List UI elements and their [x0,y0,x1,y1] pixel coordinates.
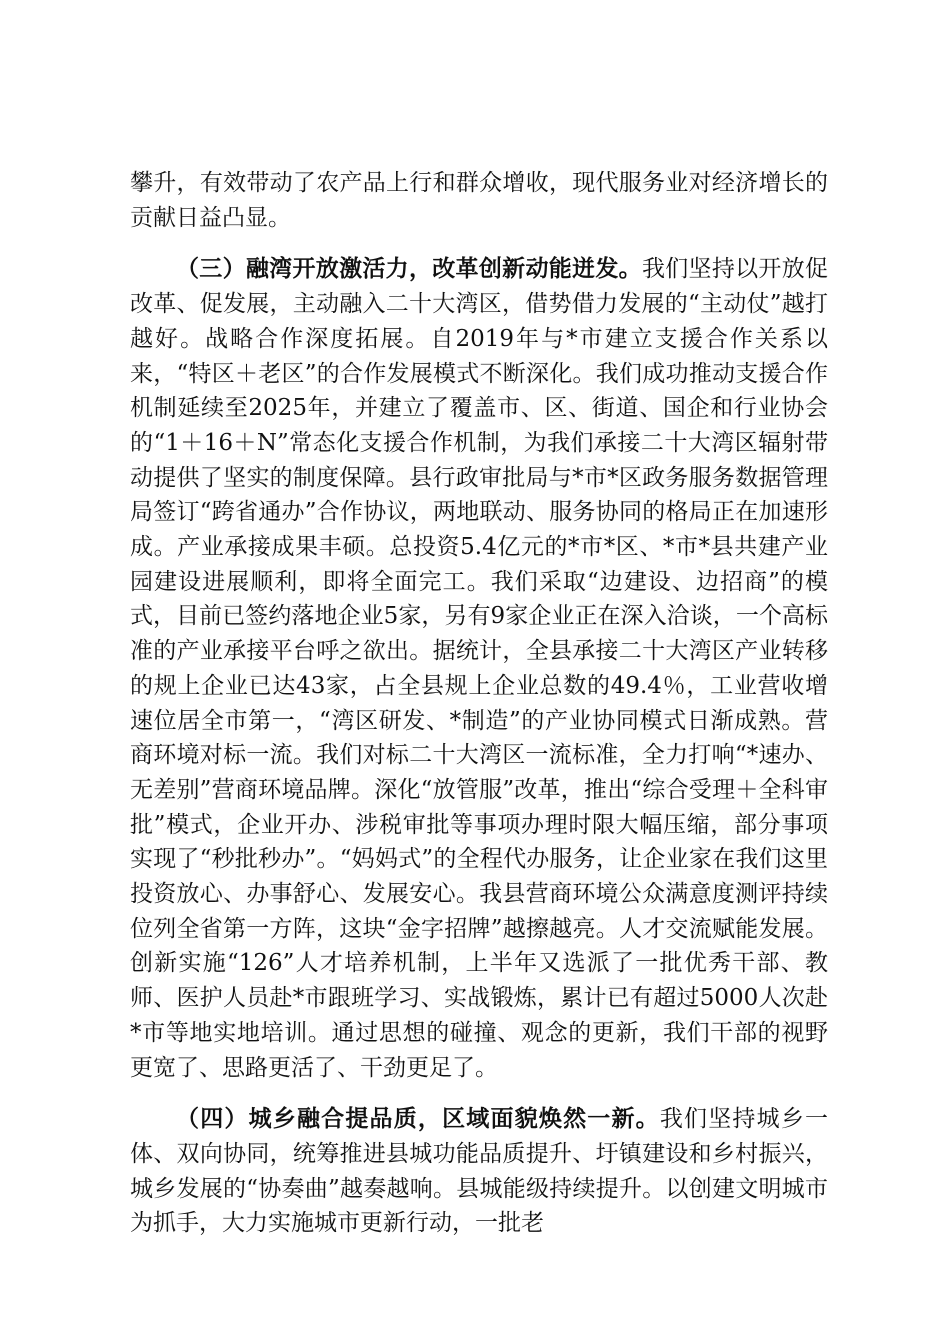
document-page [130,166,828,1258]
section-heading: （三）融湾开放激活力，改革创新动能迸发。 [176,255,642,283]
paragraph-body: 攀升，有效带动了农产品上行和群众增收，现代服务业对经济增长的贡献日益凸显。 [130,170,828,231]
section-heading: （四）城乡融合提品质，区域面貌焕然一新。 [176,1105,660,1133]
paragraph-body: 我们坚持以开放促改革、促发展，主动融入二十大湾区，借势借力发展的“主动仗”越打越好。战略合作深度拓展。自2019年与*市建立支援合作关系以来，“特区＋老区”的合作发展模式不断深化。我们成功推动支援合作机制延续至2025年，并建立了覆盖市、区、街道、国企和行业协会的“1＋16＋N”常态化支援合作机制，为我们承接二十大湾区辐射带动提供了坚实的制度保障。县行政审批局与*市*区政务服务数据管理局签订“跨省通办”合作协议，两地联动、服务协同的格局正在加速形成。产业承接成果丰硕。总投资5.4亿元的*市*区、*市*县共建产业园建设进展顺利，即将全面完工。我们采取“边建设、边招商”的模式，目前已签约落地企业5家，另有9家企业正在深入洽谈，一个高标准的产业承接平台呼之欲出。据统计，全县承接二十大湾区产业转移的规上企业已达43家，占全县规上企业总数的49.4％，工业营收增速位居全市第一，“湾区研发、*制造”的产业协同模式日渐成熟。营商环境对标一流。我们对标二十大湾区一流标准，全力打响“*速办、无差别”营商环境品牌。深化“放管服”改革，推出“综合受理＋全科审批”模式，企业开办、涉税审批等事项办理时限大幅压缩，部分事项实现了“秒批秒办”。“妈妈式”的全程代办服务，让企业家在我们这里投资放心、办事舒心、发展安心。我县营商环境公众满意度测评持续位列全省第一方阵，这块“金字招牌”越擦越亮。人才交流赋能发展。创新实施“126”人才培养机制，上半年又选派了一批优秀干部、教师、医护人员赴*市跟班学习、实战锻炼，累计已有超过5000人次赴*市等地实地培训。通过思想的碰撞、观念的更新，我们干部的视野更宽了、思路更活了、干劲更足了。 [130,256,829,1081]
paragraph-section-three [130,252,828,1085]
paragraph-continuation [130,166,828,235]
paragraph-body: 我们坚持城乡一体、双向协同，统筹推进县城功能品质提升、圩镇建设和乡村振兴，城乡发展的“协奏曲”越奏越响。县城能级持续提升。以创建文明城市为抓手，大力实施城市更新行动，一批老 [130,1106,829,1237]
paragraph-section-four [130,1102,828,1241]
